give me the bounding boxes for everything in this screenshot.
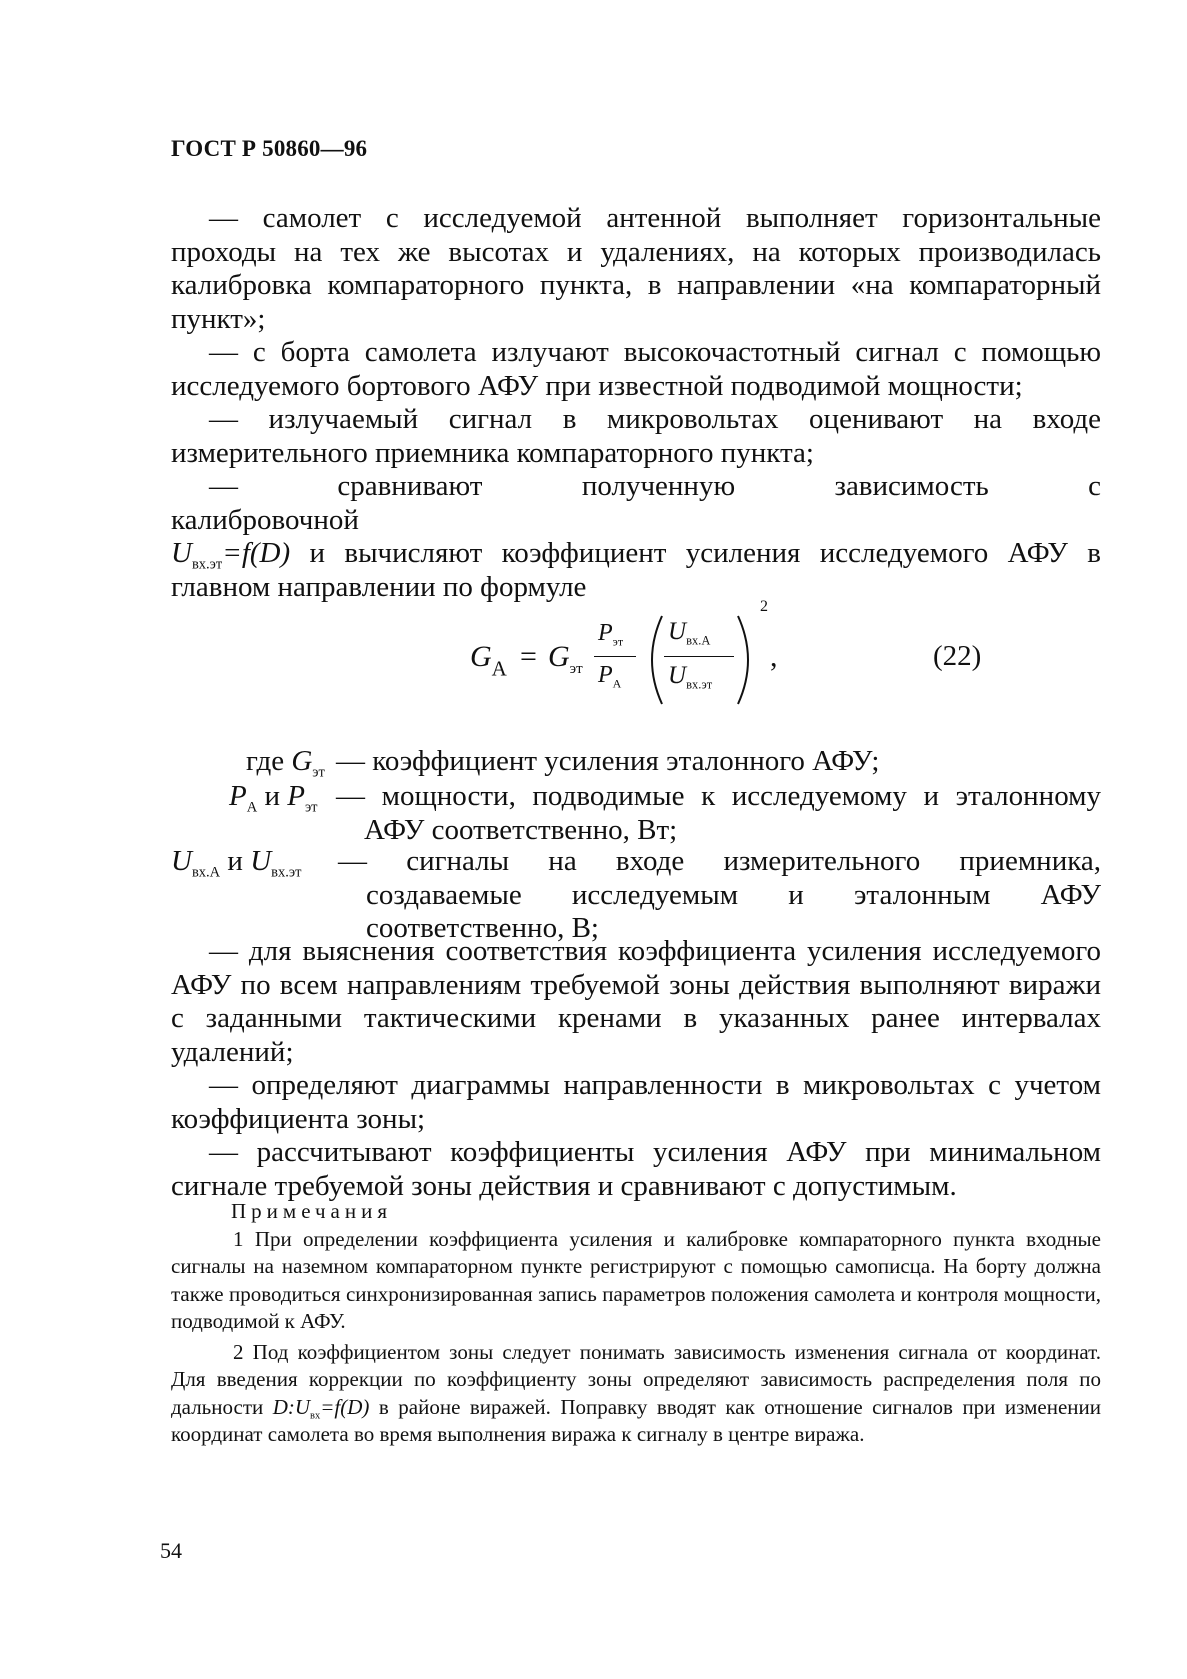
where-word: где [246,745,285,777]
formula-22 [470,598,800,720]
list-item-compare [171,470,1101,604]
def1-sub: эт [312,764,325,781]
formula-g-sub: эт [569,660,583,677]
formula-p-fraction-bar [594,656,636,657]
note-1: 1 При определении коэффициента усиления и калибровке компараторного пункта входные сигналы на наземном компараторном пункте регистрируют с помощью самописца. На борту должна также проводиться синхронизированная запись параметров положения самолета и контроля мощности, подводимой к АФУ. [171,1226,1101,1333]
def3-symbol-2: U [250,845,272,877]
formula-p-num-sub: эт [612,634,624,649]
formula-u-fraction-bar [664,656,734,657]
definition-2-label [229,780,318,814]
formula-lhs-symbol: G [470,640,492,673]
page-number: 54 [160,1538,182,1563]
formula-u-den-sub: вх.эт [686,677,713,692]
definition-3-label [171,845,301,879]
formula-exponent: 2 [760,598,768,615]
list-item: — самолет с исследуемой антенной выполняет горизонтальные проходы на тех же высотах и удалениях, на которых производилась калибровка компараторного пункта, в направлении «на компараторный пункт»; [171,202,1101,335]
note-2-part-b: в районе виражей. Поправку вводят как отношение сигналов при изменении координат самолета во время выполнения виража к сигналу в центре виража. [171,1394,1101,1446]
formula-left-paren [638,610,668,710]
definition-2-text: — мощности, подводимые к исследуемому и эталонному АФУ соответственно, Вт; [336,780,1101,846]
definition-1-text: — коэффициент усиления эталонного АФУ; [336,745,880,777]
def2-symbol-1: P [229,780,247,812]
def3-sub-1: вх.А [191,864,221,881]
note-2-sub: вх [310,1410,321,1422]
def3-and: и [227,845,243,877]
notes-title: Примечания [231,1199,393,1223]
note-2-part-a: 2 Под коэффициентом зоны следует понимать зависимость изменения сигнала от координат. Для введения коррекции по коэффициенту зоны определяют зависимость распределения поля по дальности [171,1339,1101,1419]
formula-comma: , [770,640,778,673]
document-header: ГОСТ Р 50860—96 [171,136,368,161]
note-2-formula: D:U [272,1394,311,1419]
formula-p-num-symbol: P [598,620,613,646]
note-2-eq: =f(D) [320,1394,370,1419]
equation-number: (22) [933,640,982,672]
definition-1-label [246,745,325,779]
formula-lhs [470,640,507,681]
list-item: — определяют диаграммы направленности в микровольтах с учетом коэффициента зоны; [171,1069,1101,1135]
compare-prefix: — сравнивают полученную зависимость с калибровочной [171,470,1101,536]
def2-sub-2: эт [304,799,318,816]
formula-p-num [598,620,623,647]
def3-sub-2: вх.эт [271,864,302,881]
formula-u-num-sub: вх.А [686,633,711,648]
formula-p-den [598,662,621,689]
intro-list [171,202,1101,604]
notes-section [171,1198,1101,1449]
def3-symbol-1: U [171,845,192,877]
formula-u-num [668,618,710,646]
formula-g-symbol: G [548,640,570,673]
formula-u-den [668,662,712,690]
def2-and: и [264,780,280,812]
list-item: — рассчитывают коэффициенты усиления АФУ при минимальном сигнале требуемой зоны действия и сравнивают с допустимым. [171,1136,1101,1202]
definition-3-text: — сигналы на входе измерительного приемника, создаваемые исследуемым и эталонным АФУ соответственно, В; [338,845,1101,944]
def1-symbol: G [291,745,313,777]
compare-u-symbol: U [171,537,192,569]
list-item: — с борта самолета излучают высокочастотный сигнал с помощью исследуемого бортового АФУ при известной подводимой мощности; [171,336,1101,402]
formula-g [548,640,583,677]
outro-list [171,935,1101,1203]
formula-u-den-symbol: U [668,662,687,689]
formula-right-paren [732,610,762,710]
formula-p-den-sub: A [612,676,622,691]
note-2 [171,1339,1101,1449]
compare-eq: =f(D) [222,537,291,569]
def2-symbol-2: P [287,780,305,812]
formula-equals: = [520,640,537,673]
list-item: — для выяснения соответствия коэффициента усиления исследуемого АФУ по всем направлениям требуемой зоны действия выполняют виражи с заданными тактическими кренами в указанных ранее интервалах удалений; [171,935,1101,1068]
list-item: — излучаемый сигнал в микровольтах оценивают на входе измерительного приемника компараторного пункта; [171,403,1101,469]
formula-u-num-symbol: U [668,618,687,645]
formula-lhs-sub: A [491,656,507,681]
def2-sub-1: A [246,799,258,816]
formula-p-den-symbol: P [598,662,613,688]
compare-u-sub: вх.эт [191,556,223,573]
compare-suffix: и вычисляют коэффициент усиления исследуемого АФУ в главном направлении по формуле [171,537,1101,603]
